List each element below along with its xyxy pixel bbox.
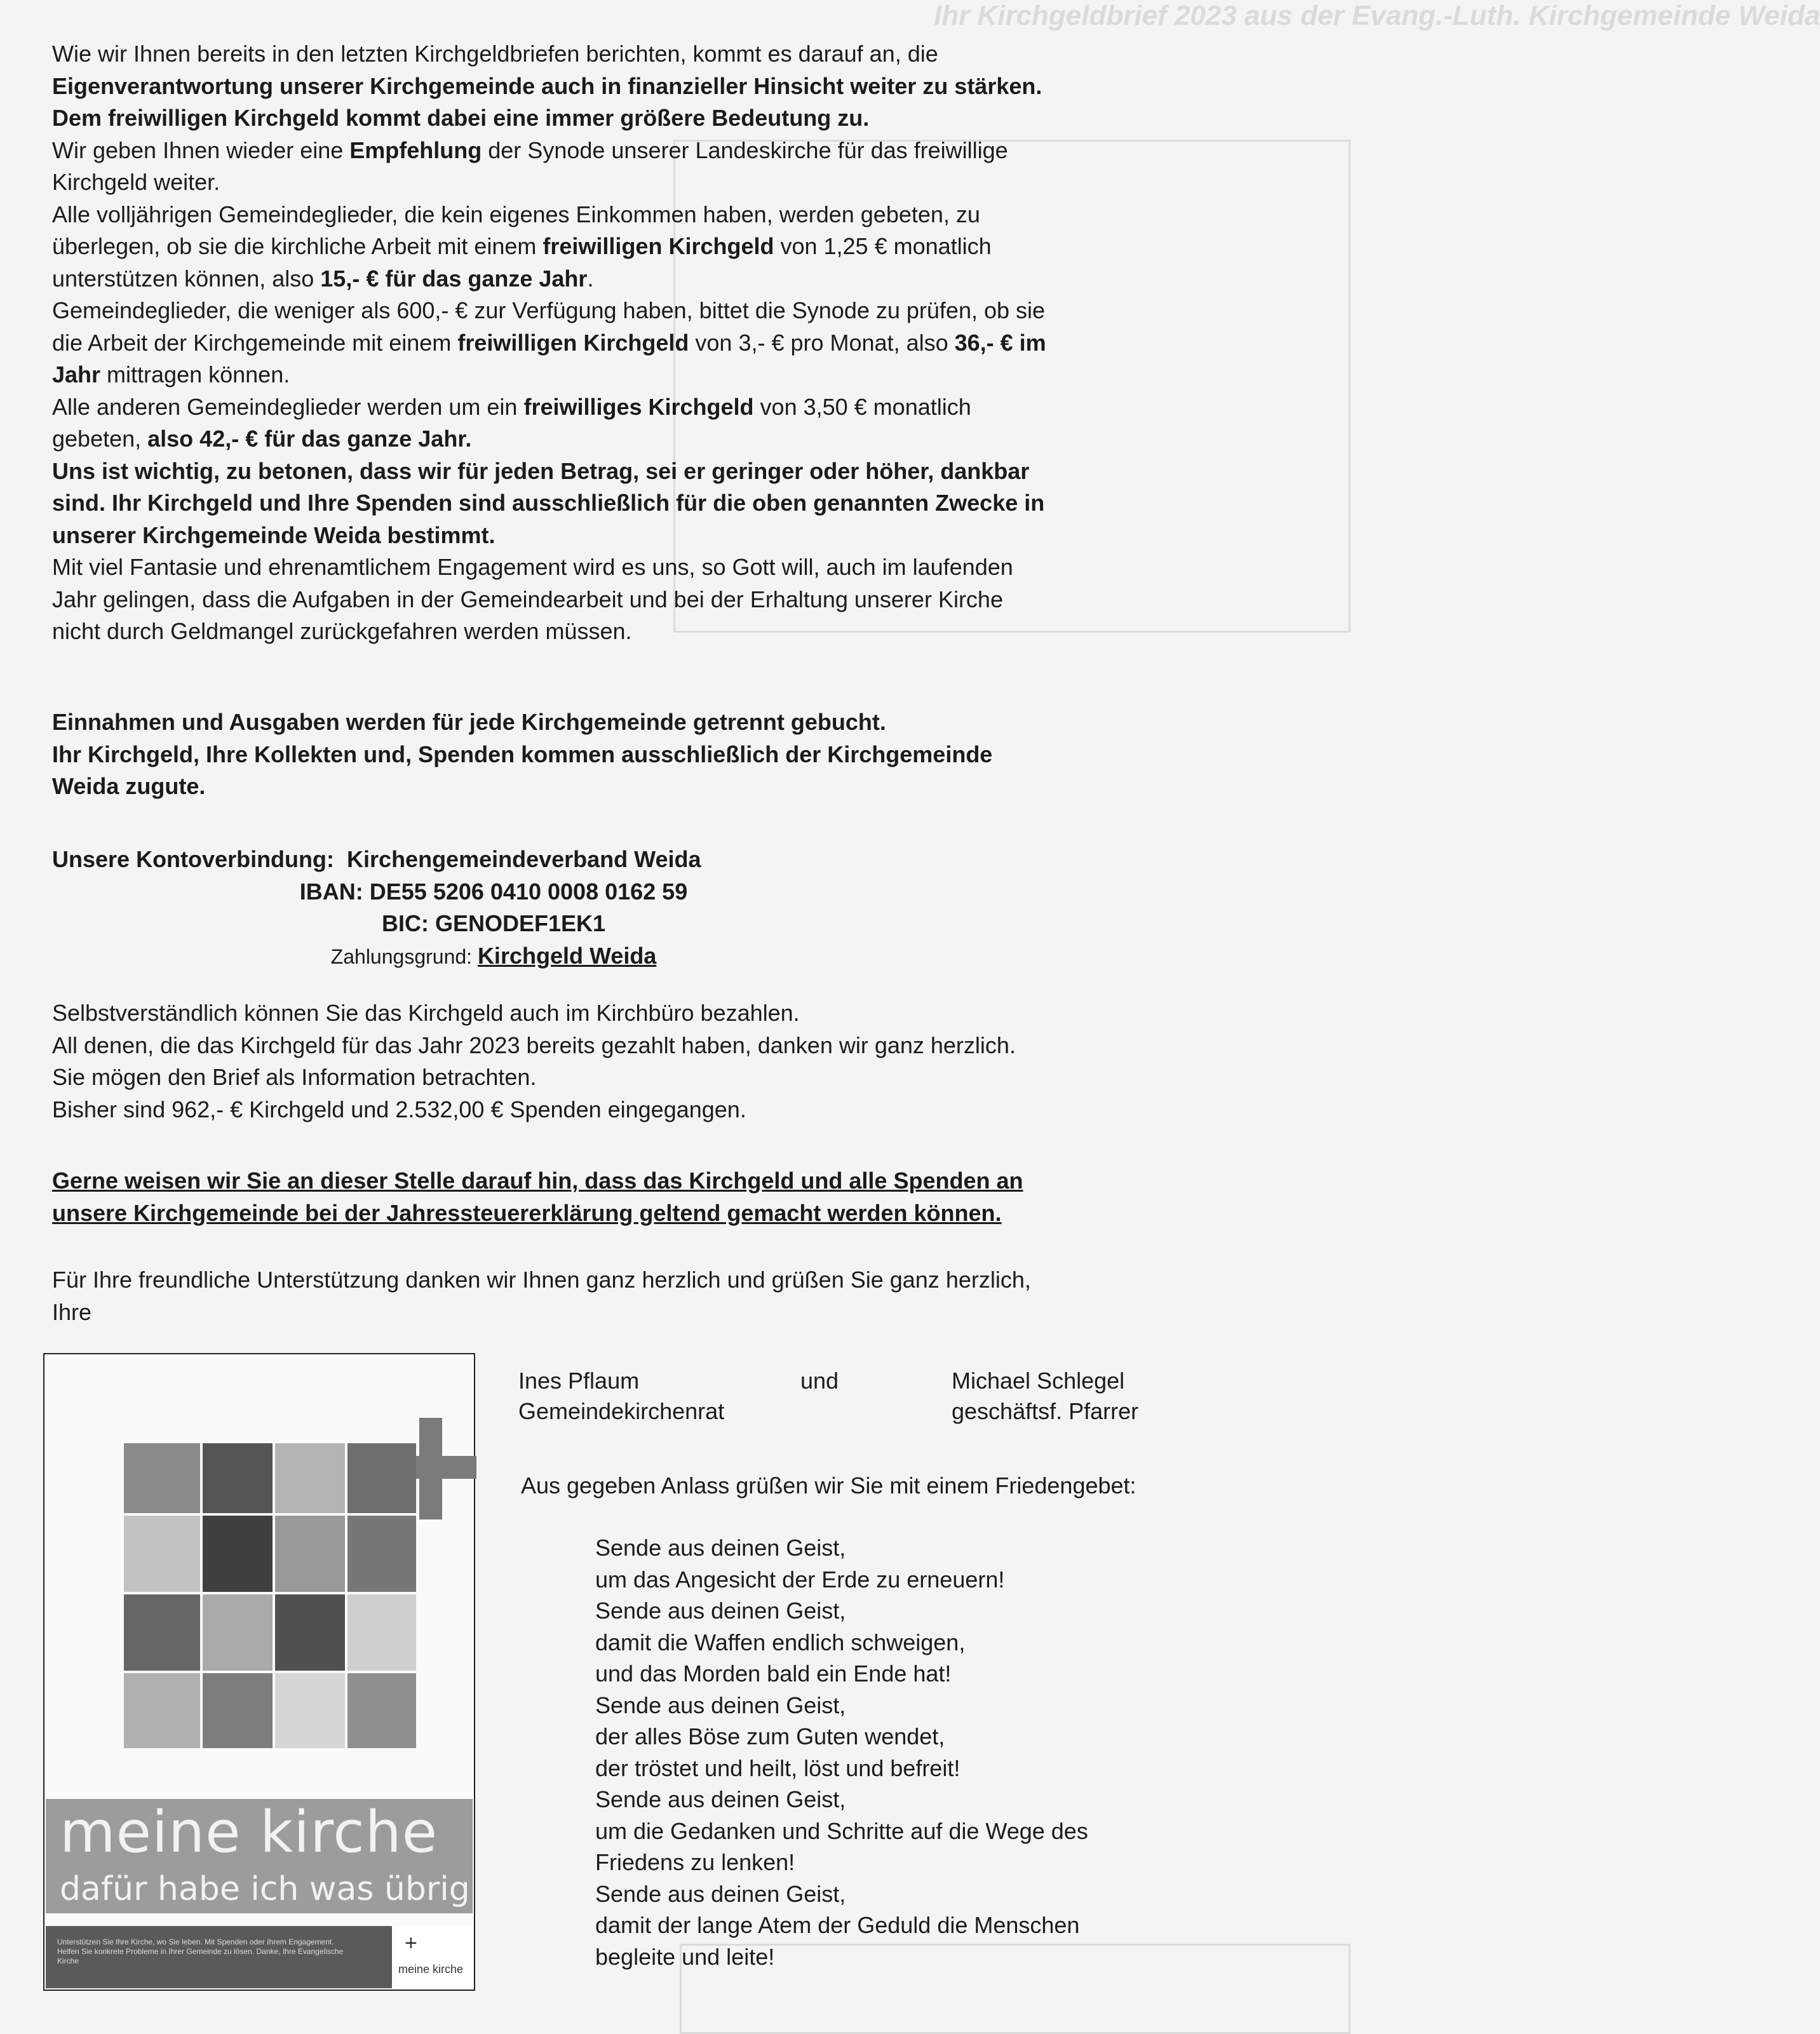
text-span: überlegen, ob sie die kirchliche Arbeit mit einem <box>52 233 543 259</box>
text-span: . <box>587 265 594 292</box>
reason-value: Kirchgeld Weida <box>477 942 657 969</box>
peace-prayer <box>595 1532 1088 1972</box>
poster-subtitle: dafür habe ich was übrig <box>60 1870 470 1908</box>
prayer-line: der tröstet und heilt, löst und befreit! <box>595 1754 961 1781</box>
collage-photo <box>275 1594 345 1671</box>
text-line: Wie wir Ihnen bereits in den letzten Kirchgeldbriefen berichten, kommt es darauf an, die <box>52 41 938 67</box>
prayer-line: Sende aus deinen Geist, <box>595 1786 846 1812</box>
text-span: der Synode unserer Landeskirche für das freiwillige <box>482 137 1008 163</box>
collage-photo <box>124 1673 200 1748</box>
collage-photo <box>203 1594 273 1671</box>
prayer-line: und das Morden bald ein Ende hat! <box>595 1660 952 1687</box>
prayer-line: Sende aus deinen Geist, <box>595 1598 846 1624</box>
poster-band <box>46 1799 473 1913</box>
collage-photo <box>203 1673 273 1748</box>
text-span: Wir geben Ihnen wieder eine <box>52 137 350 163</box>
text-line: Dem freiwilligen Kirchgeld kommt dabei eine immer größere Bedeutung zu. <box>52 105 870 131</box>
signer-name-1: Ines Pflaum <box>518 1368 640 1394</box>
closing <box>52 1264 1342 1328</box>
text-line <box>52 391 1342 424</box>
text-line: Für Ihre freundliche Unterstützung danken wir Ihnen ganz herzlich und grüßen Sie ganz herzlich, <box>52 1267 1031 1293</box>
prayer-line: damit der lange Atem der Geduld die Menschen <box>595 1912 1080 1938</box>
collage-photo <box>203 1443 273 1513</box>
tax-note <box>52 1165 1342 1229</box>
text-span: gebeten, <box>52 426 148 452</box>
prayer-line: um das Angesicht der Erde zu erneuern! <box>595 1566 1005 1593</box>
text-line: sind. Ihr Kirchgeld und Ihre Spenden sind ausschließlich für die oben genannten Zwecke in <box>52 490 1045 516</box>
poster-logo <box>392 1926 473 1988</box>
text-line: Selbstverständlich können Sie das Kirchgeld auch im Kirchbüro bezahlen. <box>52 1000 800 1026</box>
text-line: Jahr gelingen, dass die Aufgaben in der Gemeindearbeit und bei der Erhaltung unserer Kirche <box>52 586 1003 612</box>
collage-photo <box>275 1673 345 1748</box>
collage-photo <box>347 1594 416 1671</box>
text-line: Sie mögen den Brief als Information betrachten. <box>52 1064 537 1090</box>
text-line: Kirchgeld weiter. <box>52 169 220 195</box>
text-line: Alle volljährigen Gemeindeglieder, die kein eigenes Einkommen haben, werden gebeten, zu <box>52 201 980 227</box>
prayer-line: Sende aus deinen Geist, <box>595 1535 846 1561</box>
prayer-line: damit die Waffen endlich schweigen, <box>595 1629 966 1655</box>
donations-status: Bisher sind 962,- € Kirchgeld und 2.532,00 € Spenden eingegangen. <box>52 1096 746 1122</box>
text-span: freiwilliges Kirchgeld <box>523 393 754 420</box>
bank-label: Unsere Kontoverbindung: <box>52 846 335 872</box>
text-span: freiwilligen Kirchgeld <box>543 233 774 259</box>
prayer-line: begleite und leite! <box>595 1943 775 1970</box>
reason-label: Zahlungsgrund: <box>330 945 478 968</box>
collage-photo <box>124 1443 200 1513</box>
logo-text: meine kirche <box>398 1963 464 1976</box>
text-span: Jahr <box>52 361 101 387</box>
prayer-line: Sende aus deinen Geist, <box>595 1692 846 1718</box>
collage-photo <box>203 1516 273 1592</box>
collage-photo <box>347 1443 416 1513</box>
prayer-line: um die Gedanken und Schritte auf die Wege des <box>595 1817 1088 1844</box>
text-line <box>52 359 1342 391</box>
signer-role-2: geschäftsf. Pfarrer <box>952 1398 1139 1424</box>
poster-small-text: Unterstützen Sie Ihre Kirche, wo Sie leben. Mit Spenden oder Ihrem Engagement. Helfen Sie konkrete Probleme in Ihrer Gemeinde zu lösen. Danke, Ihre Evangelische Kirche <box>57 1937 344 1965</box>
text-span: von 3,- € pro Monat, also <box>689 329 955 356</box>
bank-bic: BIC: GENODEF1EK1 <box>381 910 606 936</box>
text-line <box>52 263 1342 295</box>
text-line: unserer Kirchgemeinde Weida bestimmt. <box>52 522 495 548</box>
header-ghost-text: Ihr Kirchgeldbrief 2023 aus der Evang.-Luth. Kirchgemeinde Weida <box>934 0 1820 31</box>
para-intro <box>52 38 1342 648</box>
text-line: Mit viel Fantasie und ehrenamtlichem Engagement wird es uns, so Gott will, auch im laufenden <box>52 554 1013 580</box>
bank-name: Kirchengemeindeverband Weida <box>347 846 701 872</box>
text-line: Eigenverantwortung unserer Kirchgemeinde auch in finanzieller Hinsicht weiter zu stärken. <box>52 72 1042 99</box>
plus-icon: + <box>405 1931 417 1955</box>
text-line: unsere Kirchgemeinde bei der Jahressteuererklärung geltend gemacht werden können. <box>52 1199 1002 1226</box>
text-span: also 42,- € für das ganze Jahr. <box>147 426 472 452</box>
text-line <box>52 423 1342 455</box>
text-line <box>52 231 1342 263</box>
prayer-intro: Aus gegeben Anlass grüßen wir Sie mit einem Friedengebet: <box>521 1472 1136 1499</box>
text-span: freiwilligen Kirchgeld <box>457 329 689 356</box>
para-payment-info <box>52 997 1342 1126</box>
para-separate-accounting <box>52 706 1342 803</box>
text-span: 36,- € im <box>954 329 1046 356</box>
poster-footer <box>46 1926 473 1988</box>
bank-line <box>52 844 935 876</box>
text-line <box>52 135 1342 167</box>
text-line: All denen, die das Kirchgeld für das Jahr 2023 bereits gezahlt haben, danken wir ganz herzlich. <box>52 1032 1016 1058</box>
signer-name-2: Michael Schlegel <box>952 1368 1125 1394</box>
text-line: Ihre <box>52 1298 92 1325</box>
text-span: Alle anderen Gemeindeglieder werden um ein <box>52 393 524 420</box>
text-span: Empfehlung <box>349 137 482 163</box>
text-line: Einnahmen und Ausgaben werden für jede Kirchgemeinde getrennt gebucht. <box>52 709 886 735</box>
bank-details <box>52 844 935 973</box>
payment-reason <box>52 940 935 973</box>
signer-role-1: Gemeindekirchenrat <box>518 1398 725 1424</box>
text-span: von 1,25 € monatlich <box>774 233 992 259</box>
poster-title: meine kirche <box>60 1799 438 1866</box>
text-span: mittragen können. <box>100 361 290 387</box>
text-line: Uns ist wichtig, zu betonen, dass wir für jeden Betrag, sei er geringer oder höher, dankbar <box>52 457 1030 484</box>
text-line: Ihr Kirchgeld, Ihre Kollekten und, Spenden kommen ausschließlich der Kirchgemeinde <box>52 741 993 767</box>
collage-photo <box>124 1594 200 1671</box>
text-span: 15,- € für das ganze Jahr <box>320 265 588 292</box>
text-line: Gemeindeglieder, die weniger als 600,- € zur Verfügung haben, bittet die Synode zu prüfen, ob sie <box>52 297 1046 323</box>
text-span: von 3,50 € monatlich <box>753 393 971 420</box>
collage-photo <box>347 1673 416 1748</box>
collage-photo <box>275 1516 345 1592</box>
meine-kirche-poster <box>43 1353 475 1991</box>
photo-collage <box>124 1443 416 1748</box>
text-line: Weida zugute. <box>52 773 206 799</box>
collage-photo <box>347 1516 416 1592</box>
prayer-line: der alles Böse zum Guten wendet, <box>595 1723 945 1749</box>
bank-iban: IBAN: DE55 5206 0410 0008 0162 59 <box>299 878 688 905</box>
signer-and: und <box>800 1368 839 1394</box>
text-span: die Arbeit der Kirchgemeinde mit einem <box>52 329 458 356</box>
text-line: nicht durch Geldmangel zurückgefahren werden müssen. <box>52 618 632 644</box>
prayer-line: Friedens zu lenken! <box>595 1849 795 1875</box>
text-span: unterstützen können, also <box>52 265 321 292</box>
collage-photo <box>275 1443 345 1513</box>
prayer-line: Sende aus deinen Geist, <box>595 1880 846 1907</box>
collage-photo <box>124 1516 200 1592</box>
text-line: Gerne weisen wir Sie an dieser Stelle darauf hin, dass das Kirchgeld und alle Spenden an <box>52 1168 1023 1194</box>
text-line <box>52 327 1342 360</box>
